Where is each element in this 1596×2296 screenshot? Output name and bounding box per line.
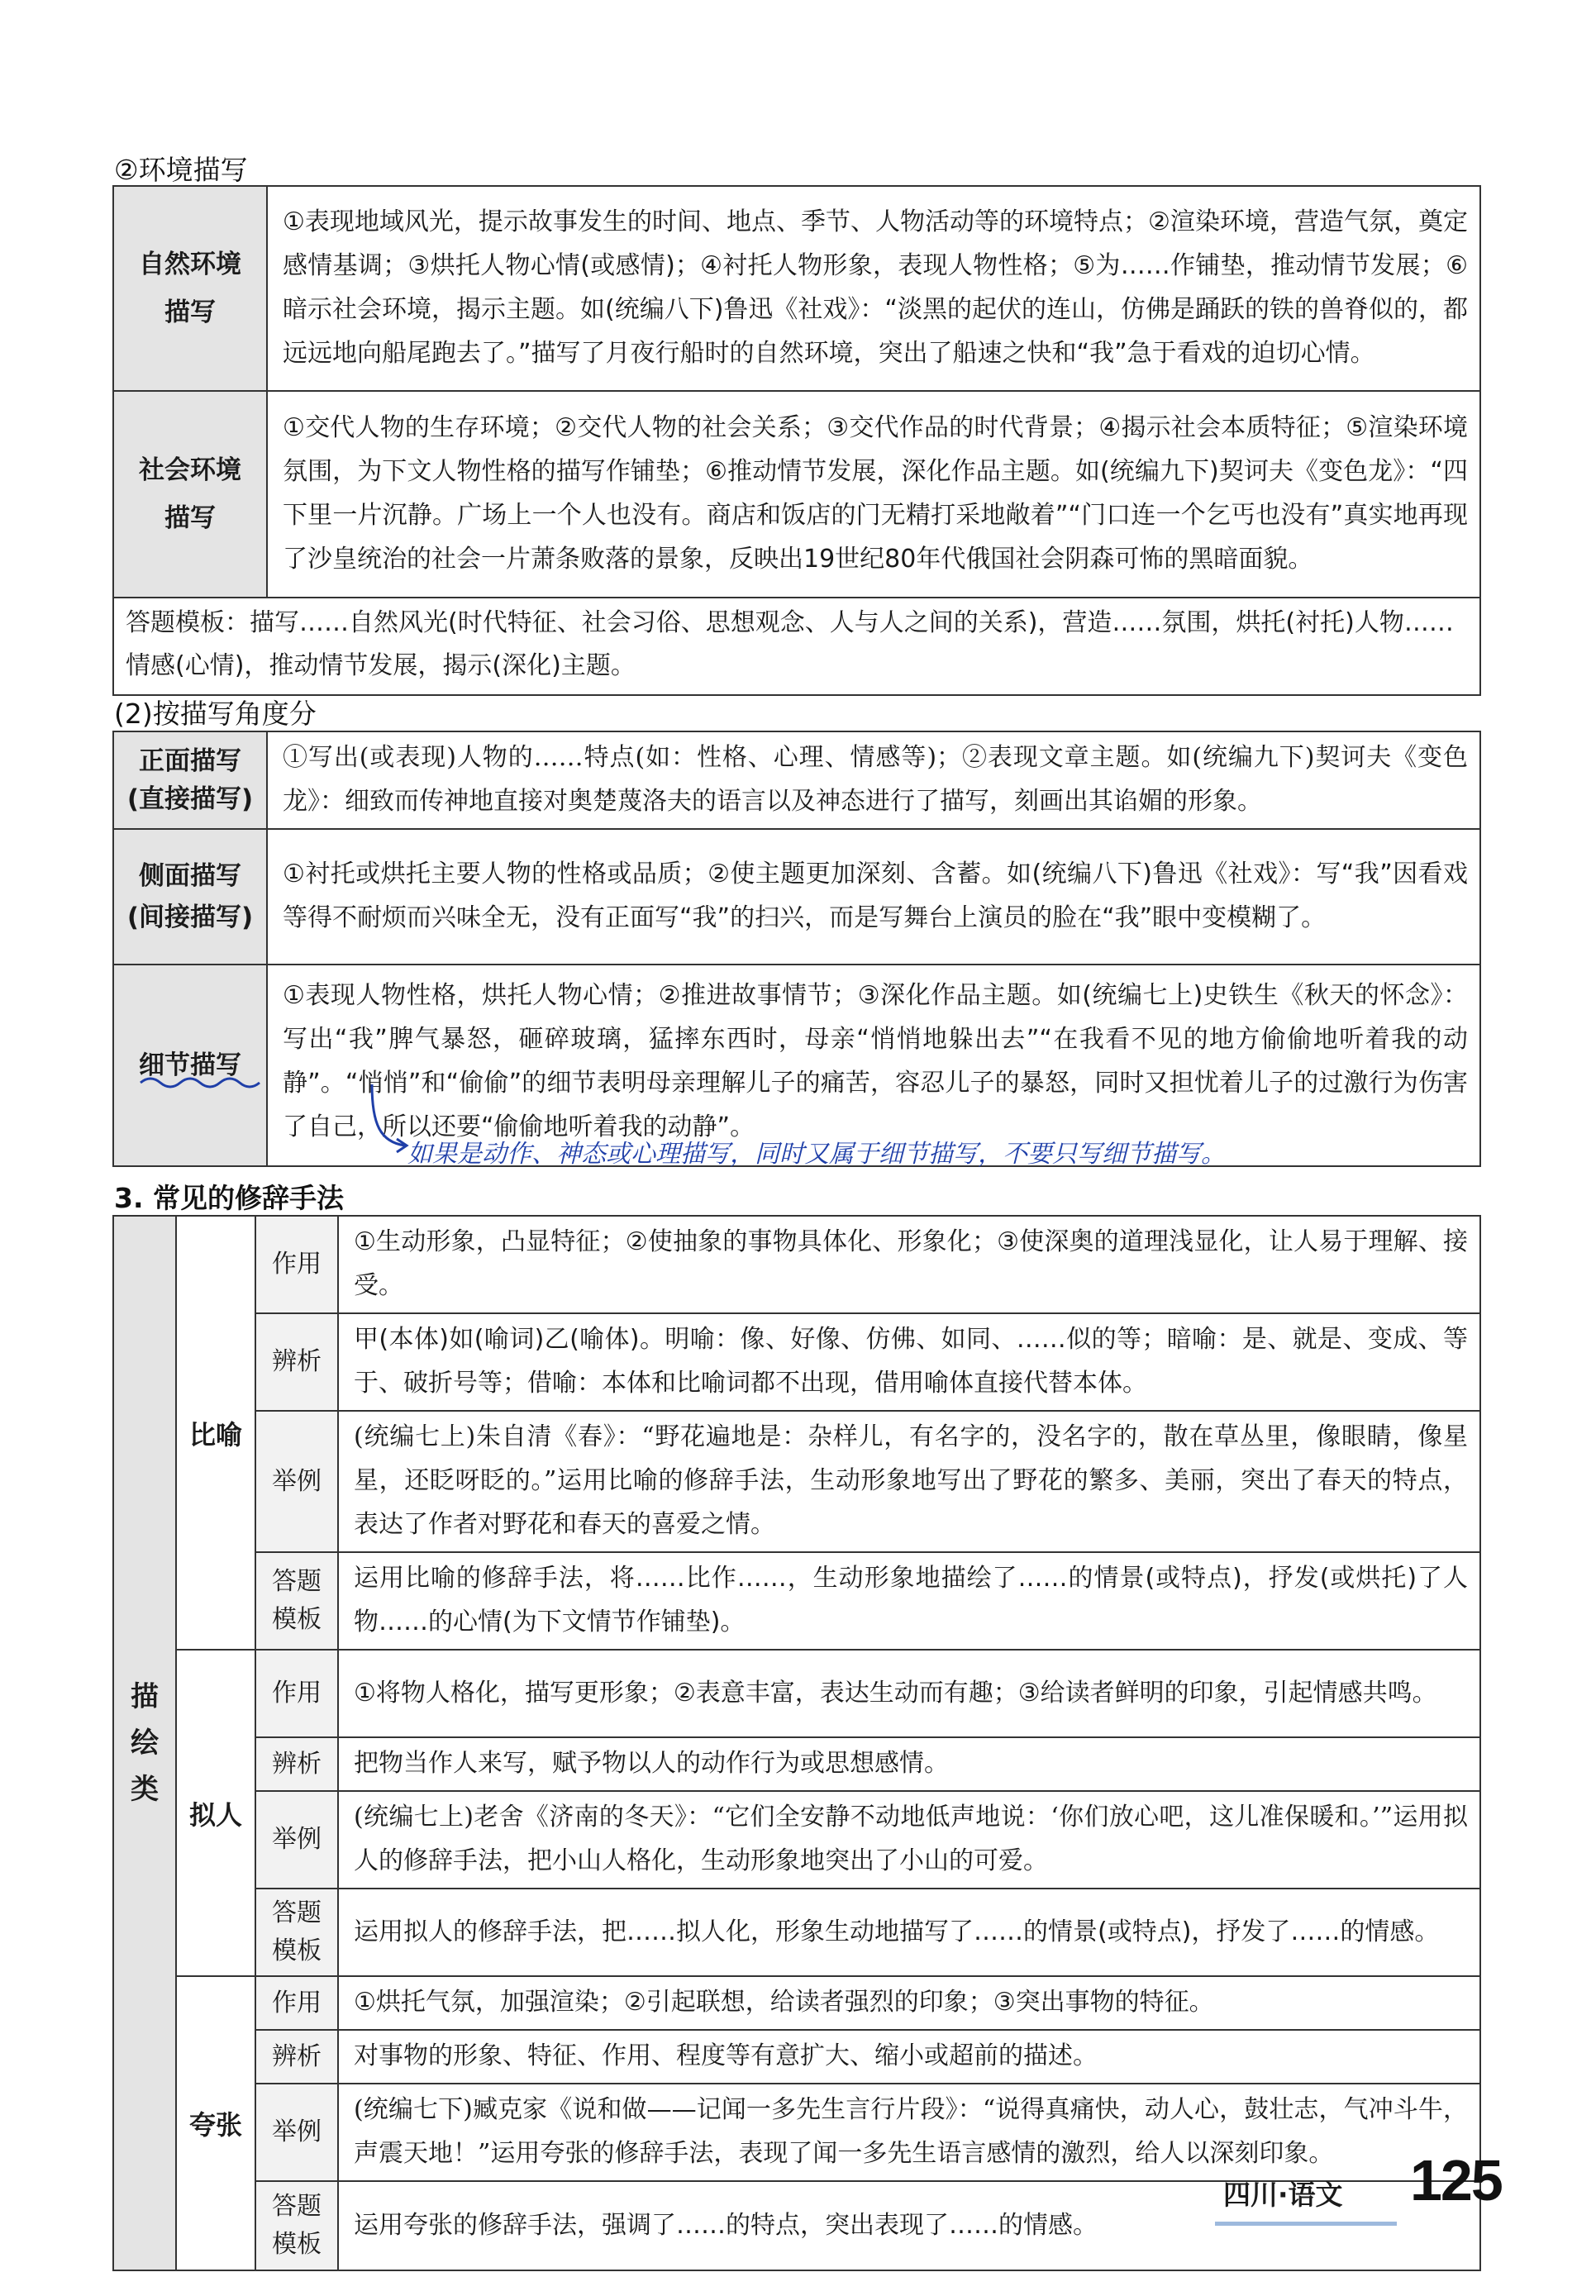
personification-example-label: 举例 [255, 1791, 338, 1889]
hyperbole-label: 夸张 [176, 1976, 255, 2270]
social-env-label-text: 社会环境描写 [139, 455, 241, 533]
direct-desc-label-main: 正面描写 [139, 746, 241, 776]
metaphor-analysis-label: 辨析 [255, 1313, 338, 1411]
personification-analysis-label: 辨析 [255, 1737, 338, 1791]
indirect-desc-label-sub: (间接描写) [126, 903, 254, 932]
hyperbole-template-label-text: 答题模板 [272, 2192, 322, 2259]
personification-example-text: (统编七上)老舍《济南的冬天》：“它们全安静不动地低声地说：‘你们放心吧，这儿准保暖和。’”运用拟人的修辞手法，把小山人格化，生动形象地突出了小山的可爱。 [338, 1791, 1480, 1889]
personification-analysis-text: 把物当作人来写，赋予物以人的动作行为或思想感情。 [338, 1737, 1480, 1791]
natural-env-label [113, 186, 267, 391]
hyperbole-template-text: 运用夸张的修辞手法，强调了……的特点，突出表现了……的情感。 [338, 2181, 1480, 2270]
metaphor-template-text: 运用比喻的修辞手法，将……比作……，生动形象地描绘了……的情景(或特点)，抒发(或烘托)了人物……的心情(为下文情节作铺垫)。 [338, 1552, 1480, 1650]
metaphor-template-label [255, 1552, 338, 1650]
metaphor-analysis-text: 甲(本体)如(喻词)乙(喻体)。明喻：像、好像、仿佛、如同、……似的等；暗喻：是、就是、变成、等于、破折号等；借喻：本体和比喻词都不出现，借用喻体直接代替本体。 [338, 1313, 1480, 1411]
detail-desc-text: ①表现人物性格，烘托人物心情；②推进故事情节；③深化作品主题。如(统编七上)史铁生《秋天的怀念》：写出“我”脾气暴怒，砸碎玻璃，猛摔东西时，母亲“悄悄地躲出去”“在我看不见的地方偷偷地听着我的动静”。“悄悄”和“偷偷”的细节表明母亲理解儿子的痛苦，容忍儿子的暴怒，同时又担忧着儿子的过激行为伤害了自己，所以还要“偷偷地听着我的动静”。 [267, 965, 1480, 1166]
natural-env-text: ①表现地域风光，提示故事发生的时间、地点、季节、人物活动等的环境特点；②渲染环境，营造气氛，奠定感情基调；③烘托人物心情(或感情)；④衬托人物形象，表现人物性格；⑤为……作铺垫，推动情节发展；⑥暗示社会环境，揭示主题。如(统编八下)鲁迅《社戏》：“淡黑的起伏的连山，仿佛是踊跃的铁的兽脊似的，都远远地向船尾跑去了。”描写了月夜行船时的自然环境，突出了船速之快和“我”急于看戏的迫切心情。 [267, 186, 1480, 391]
hyperbole-analysis-text: 对事物的形象、特征、作用、程度等有意扩大、缩小或超前的描述。 [338, 2030, 1480, 2084]
detail-desc-label-main: 细节描写 [139, 1050, 241, 1080]
metaphor-effect-label: 作用 [255, 1216, 338, 1313]
personification-label: 拟人 [176, 1650, 255, 1976]
env-answer-template: 答题模板：描写……自然风光(时代特征、社会习俗、思想观念、人与人之间的关系)，营造……氛围，烘托(衬托)人物……情感(心情)，推动情节发展，揭示(深化)主题。 [113, 598, 1480, 695]
natural-env-label-text: 自然环境描写 [139, 250, 241, 327]
category-cell [113, 1216, 176, 2270]
metaphor-effect-text: ①生动形象，凸显特征；②使抽象的事物具体化、形象化；③使深奥的道理浅显化，让人易于理解、接受。 [338, 1216, 1480, 1313]
hyperbole-effect-label: 作用 [255, 1976, 338, 2030]
metaphor-example-label: 举例 [255, 1411, 338, 1552]
direct-desc-label-sub: (直接描写) [126, 784, 254, 814]
personification-template-text: 运用拟人的修辞手法，把……拟人化，形象生动地描写了……的情景(或特点)，抒发了……的情感。 [338, 1889, 1480, 1976]
rhetoric-table [112, 1215, 1481, 2271]
page-number: 125 [1410, 2148, 1502, 2213]
personification-template-label-text: 答题模板 [272, 1898, 322, 1965]
category-label: 描绘类 [131, 1680, 159, 1806]
indirect-desc-text: ①衬托或烘托主要人物的性格或品质；②使主题更加深刻、含蓄。如(统编八下)鲁迅《社戏》：写“我”因看戏等得不耐烦而兴味全无，没有正面写“我”的扫兴，而是写舞台上演员的脸在“我”眼中变模糊了。 [267, 829, 1480, 965]
metaphor-example-text: (统编七上)朱自清《春》：“野花遍地是：杂样儿，有名字的，没名字的，散在草丛里，像眼睛，像星星，还眨呀眨的。”运用比喻的修辞手法，生动形象地写出了野花的繁多、美丽，突出了春天的特点，表达了作者对野花和春天的喜爱之情。 [338, 1411, 1480, 1552]
metaphor-label: 比喻 [176, 1216, 255, 1650]
personification-effect-text: ①将物人格化，描写更形象；②表意丰富，表达生动而有趣；③给读者鲜明的印象，引起情感共鸣。 [338, 1650, 1480, 1737]
env-table [112, 185, 1481, 696]
handwritten-arrow-icon [124, 1066, 422, 1157]
metaphor-template-label-text: 答题模板 [272, 1567, 322, 1634]
env-section-title: ②环境描写 [114, 154, 248, 186]
social-env-text: ①交代人物的生存环境；②交代人物的社会关系；③交代作品的时代背景；④揭示社会本质特征；⑤渲染环境氛围，为下文人物性格的描写作铺垫；⑥推动情节发展，深化作品主题。如(统编九下)契诃夫《变色龙》：“四下里一片沉静。广场上一个人也没有。商店和饭店的门无精打采地敞着”“门口连一个乞丐也没有”真实地再现了沙皇统治的社会一片萧条败落的景象，反映出19世纪80年代俄国社会阴森可怖的黑暗面貌。 [267, 391, 1480, 598]
angle-section-title: (2)按描写角度分 [114, 698, 317, 730]
indirect-desc-label [113, 829, 267, 965]
hyperbole-analysis-label: 辨析 [255, 2030, 338, 2084]
handwritten-note: 如果是动作、神态或心理描写，同时又属于细节描写，不要只写细节描写。 [407, 1141, 1226, 1168]
personification-template-label [255, 1889, 338, 1976]
direct-desc-text: ①写出(或表现)人物的……特点(如：性格、心理、情感等)；②表现文章主题。如(统编九下)契诃夫《变色龙》：细致而传神地直接对奥楚蔑洛夫的语言以及神态进行了描写，刻画出其谄媚的形象。 [267, 731, 1480, 829]
footer-region-subject: 四川·语文 [1223, 2179, 1343, 2211]
personification-effect-label: 作用 [255, 1650, 338, 1737]
direct-desc-label [113, 731, 267, 829]
indirect-desc-label-main: 侧面描写 [139, 861, 241, 891]
footer-divider [1215, 2222, 1397, 2226]
social-env-label [113, 391, 267, 598]
hyperbole-example-text: (统编七下)臧克家《说和做——记闻一多先生言行片段》：“说得真痛快，动人心，鼓壮志，气冲斗牛，声震天地！”运用夸张的修辞手法，表现了闻一多先生语言感情的激烈，给人以深刻印象。 [338, 2084, 1480, 2181]
hyperbole-effect-text: ①烘托气氛，加强渲染；②引起联想，给读者强烈的印象；③突出事物的特征。 [338, 1976, 1480, 2030]
hyperbole-example-label: 举例 [255, 2084, 338, 2181]
hyperbole-template-label [255, 2181, 338, 2270]
rhetoric-section-title: 3. 常见的修辞手法 [114, 1182, 344, 1214]
